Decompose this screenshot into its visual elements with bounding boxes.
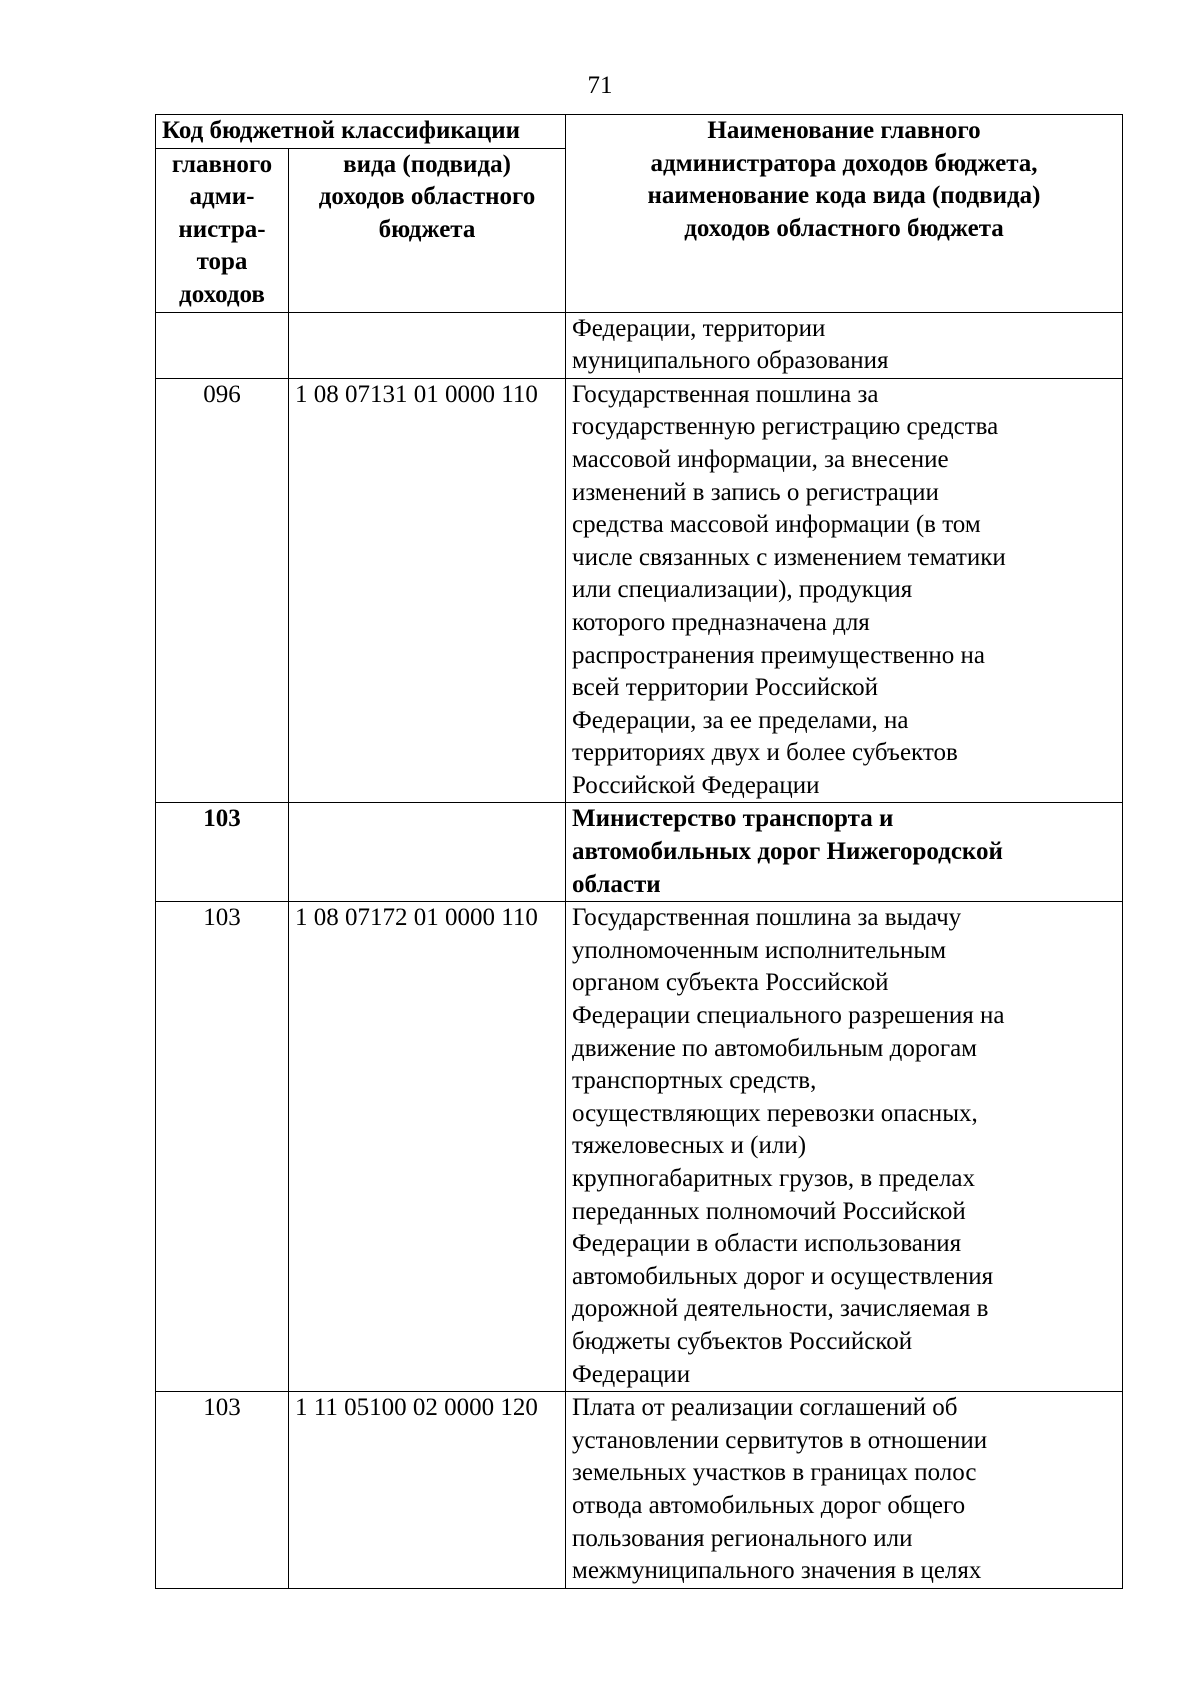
table-row: [156, 902, 1123, 1392]
budget-classification-table: [155, 114, 1123, 1589]
income-name-line: средства массовой информации (в том: [572, 511, 981, 539]
income-name-cell: [566, 312, 1123, 378]
table-row: [156, 803, 1123, 902]
income-name-line: распространения преимущественно на: [572, 641, 986, 669]
income-name-line: области: [572, 870, 661, 898]
income-name-line: массовой информации, за внесение: [572, 445, 949, 473]
income-name-line: территориях двух и более субъектов: [572, 739, 958, 767]
income-code-cell: [289, 312, 566, 378]
header-name-line: администратора доходов бюджета,: [650, 149, 1038, 177]
income-name-line: осуществляющих перевозки опасных,: [572, 1099, 978, 1127]
table-row: [156, 1392, 1123, 1589]
income-name-cell: [566, 803, 1123, 902]
header-admin-line: доходов: [179, 280, 265, 308]
income-name-line: межмуниципального значения в целях: [572, 1557, 982, 1585]
header-name: [566, 115, 1123, 313]
income-name-line: установлении сервитутов в отношении: [572, 1426, 988, 1454]
header-name-line: Наименование главного: [707, 117, 981, 144]
page-number: 71: [587, 72, 613, 99]
income-name-line: движение по автомобильным дорогам: [572, 1034, 978, 1062]
income-name-line: Государственная пошлина за выдачу: [572, 904, 962, 932]
income-name-line: Государственная пошлина за: [572, 380, 879, 408]
income-name-line: пользования регионального или: [572, 1524, 913, 1552]
income-name-line: дорожной деятельности, зачисляемая в: [572, 1295, 989, 1323]
income-name-line: государственную регистрацию средства: [572, 413, 999, 441]
header-admin-line: нистра-: [178, 215, 266, 243]
header-name-line: доходов областного бюджета: [684, 214, 1004, 242]
income-name-line: Федерации специального разрешения на: [572, 1002, 1005, 1030]
income-name-line: бюджеты субъектов Российской: [572, 1327, 913, 1355]
income-name-line: Федерации, территории: [572, 314, 826, 342]
table-row: [156, 312, 1123, 378]
income-name-line: автомобильных дорог и осуществления: [572, 1262, 994, 1290]
table-body: [156, 312, 1123, 1588]
header-name-line: наименование кода вида (подвида): [647, 182, 1041, 210]
header-admin-line: главного: [171, 150, 273, 178]
table-row: [156, 378, 1123, 803]
income-name-line: отвода автомобильных дорог общего: [572, 1491, 966, 1519]
income-name-line: Плата от реализации соглашений об: [572, 1394, 958, 1422]
income-name-line: Федерации, за ее пределами, на: [572, 706, 909, 734]
income-name-line: которого предназначена для: [572, 608, 870, 636]
income-name-line: автомобильных дорог Нижегородской: [572, 838, 1003, 866]
income-name-line: или специализации), продукция: [572, 576, 913, 604]
header-kbk: Код бюджетной классификации: [156, 115, 566, 149]
income-code-cell: [289, 803, 566, 902]
income-name-line: крупногабаритных грузов, в пределах: [572, 1165, 976, 1192]
income-name-line: переданных полномочий Российской: [572, 1197, 966, 1225]
admin-code-cell: 103: [156, 1392, 289, 1589]
income-name-line: изменений в запись о регистрации: [572, 478, 939, 506]
income-name-line: числе связанных с изменением тематики: [572, 543, 1006, 571]
header-admin: [156, 148, 289, 312]
income-name-line: Министерство транспорта и: [572, 805, 894, 833]
header-vid-line: бюджета: [378, 215, 476, 243]
income-code-cell: 1 11 05100 02 0000 120: [289, 1392, 566, 1589]
income-name-line: всей территории Российской: [572, 674, 878, 702]
income-name-line: уполномоченным исполнительным: [572, 936, 947, 964]
header-vid: [289, 148, 566, 312]
admin-code-cell: [156, 312, 289, 378]
income-name-line: Федерации: [572, 1360, 691, 1388]
income-code-cell: 1 08 07172 01 0000 110: [289, 902, 566, 1392]
admin-code-cell: 096: [156, 378, 289, 803]
header-admin-line: тора: [196, 248, 248, 276]
income-name-line: муниципального образования: [572, 347, 889, 375]
income-name-line: Российской Федерации: [572, 771, 820, 799]
income-name-line: Федерации в области использования: [572, 1230, 962, 1258]
income-name-line: транспортных средств,: [572, 1067, 817, 1095]
admin-code-cell: 103: [156, 902, 289, 1392]
header-admin-line: адми-: [189, 183, 255, 211]
admin-code-cell: 103: [156, 803, 289, 902]
income-name-line: органом субъекта Российской: [572, 969, 889, 997]
header-vid-line: доходов областного: [318, 183, 536, 211]
income-name-line: земельных участков в границах полос: [572, 1459, 977, 1487]
income-name-line: тяжеловесных и (или): [572, 1132, 807, 1160]
income-name-cell: [566, 1392, 1123, 1589]
income-name-cell: [566, 902, 1123, 1392]
header-vid-line: вида (подвида): [343, 150, 511, 178]
income-name-cell: [566, 378, 1123, 803]
income-code-cell: 1 08 07131 01 0000 110: [289, 378, 566, 803]
